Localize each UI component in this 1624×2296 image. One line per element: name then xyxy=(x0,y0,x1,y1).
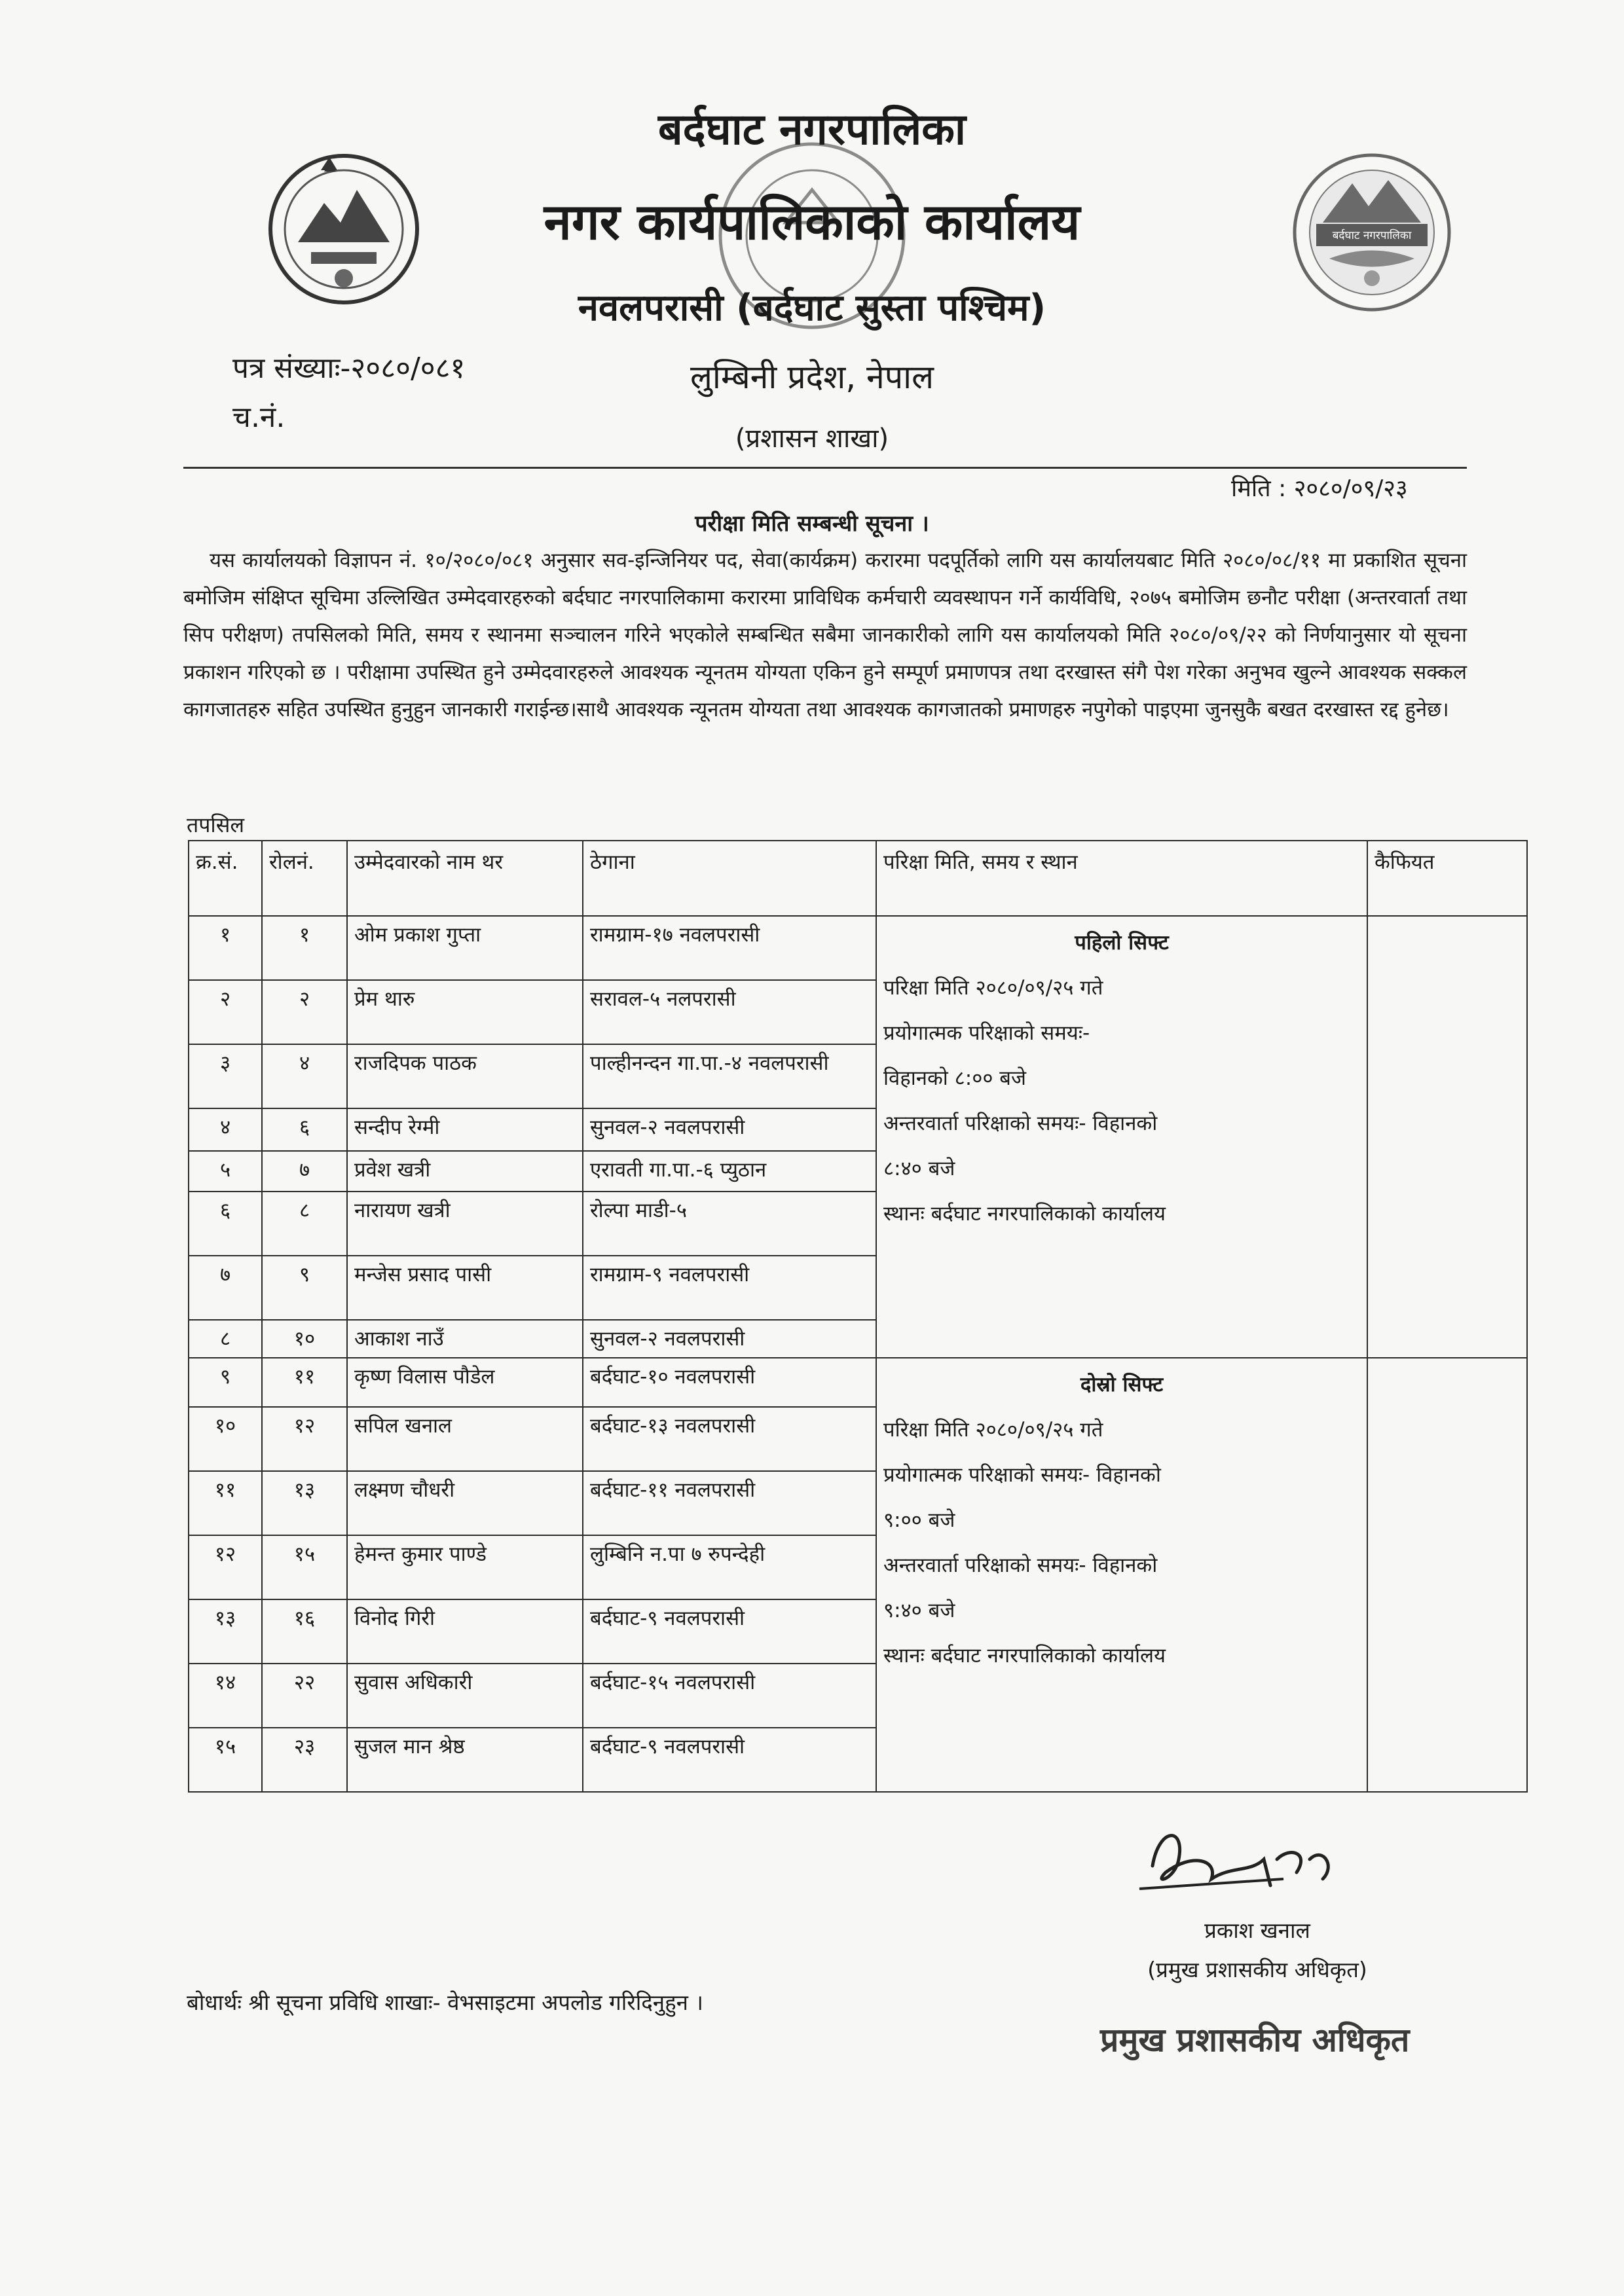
cell-name: विनोद गिरी xyxy=(347,1599,583,1664)
cell-roll: १२ xyxy=(262,1407,347,1471)
municipality-name: बर्दघाट नगरपालिका xyxy=(657,104,967,155)
remarks-cell-2 xyxy=(1367,1358,1527,1792)
cell-roll: ११ xyxy=(262,1358,347,1407)
cell-address: सुनवल-२ नवलपरासी xyxy=(583,1320,876,1358)
cell-address: बर्दघाट-११ नवलपरासी xyxy=(583,1471,876,1535)
header-serial: क्र.सं. xyxy=(189,841,262,916)
cell-address: बर्दघाट-१० नवलपरासी xyxy=(583,1358,876,1407)
cell-roll: ६ xyxy=(262,1108,347,1151)
cell-address: पाल्हीनन्दन गा.पा.-४ नवलपरासी xyxy=(583,1044,876,1108)
cell-serial: १० xyxy=(189,1407,262,1471)
cell-name: प्रेम थारु xyxy=(347,980,583,1044)
shift-2-venue: स्थानः बर्दघाट नगरपालिकाको कार्यालय xyxy=(883,1644,1166,1667)
notice-title: परीक्षा मिति सम्बन्धी सूचना । xyxy=(695,511,929,537)
schedule-label: तपसिल xyxy=(187,812,245,837)
cell-address: सुनवल-२ नवलपरासी xyxy=(583,1108,876,1151)
cell-roll: १ xyxy=(262,916,347,980)
shift-2-date: परिक्षा मिति २०८०/०९/२५ गते xyxy=(883,1418,1103,1442)
cell-name: नारायण खत्री xyxy=(347,1192,583,1256)
shift-1-practical-label: प्रयोगात्मक परिक्षाको समयः- xyxy=(883,1021,1090,1045)
cell-name: सपिल खनाल xyxy=(347,1407,583,1471)
cc-note: बोधार्थः श्री सूचना प्रविधि शाखाः- वेभसाइटमा अपलोड गरिदिनुहुन । xyxy=(187,1990,703,2015)
shift-1-title: पहिलो सिफ्ट xyxy=(1075,931,1169,955)
dispatch-number: च.नं. xyxy=(232,401,286,434)
shift-1-venue: स्थानः बर्दघाट नगरपालिकाको कार्यालय xyxy=(883,1202,1166,1226)
shift-1-interview: अन्तरवार्ता परिक्षाको समयः- विहानको xyxy=(883,1112,1158,1135)
cell-roll: १५ xyxy=(262,1535,347,1599)
shift-2-interview: अन्तरवार्ता परिक्षाको समयः- विहानको xyxy=(883,1554,1158,1577)
header-roll: रोलनं. xyxy=(262,841,347,916)
cell-roll: २३ xyxy=(262,1728,347,1792)
letter-number: पत्र संख्याः-२०८०/०८१ xyxy=(232,352,466,385)
cell-serial: ९ xyxy=(189,1358,262,1407)
designation-stamp: प्रमुख प्रशासकीय अधिकृत xyxy=(1100,2021,1410,2059)
header-divider xyxy=(183,467,1467,469)
cell-serial: २ xyxy=(189,980,262,1044)
shift-2-practical-time: ९:०० बजे xyxy=(883,1508,955,1532)
header-address: ठेगाना xyxy=(583,841,876,916)
notice-body: यस कार्यालयको विज्ञापन नं. १०/२०८०/०८१ अनुसार सव-इन्जिनियर पद, सेवा(कार्यक्रम) करारमा पदपूर्तिको लागि यस कार्यालयबाट मिति २०८०/०८/११ मा प्रकाशित सूचना बमोजिम संक्षिप्त सूचिमा उल्लिखित उम्मेदवारहरुको बर्दघाट नगरपालिकामा करारमा प्राविधिक कर्मचारी व्यवस्थापन गर्ने कार्यविधि, २०७५ बमोजिम छनौट परीक्षा (अन्तरवार्ता तथा सिप परीक्षण) तपसिलको मिति, समय र स्थानमा सञ्चालन गरिने भएकोले सम्बन्धित सबैमा जानकारीको लागि यस कार्यालयको मिति २०८०/०९/२२ को निर्णयानुसार यो सूचना प्रकाशन गरिएको छ । परीक्षामा उपस्थित हुने उम्मेदवारहरुले आवश्यक न्यूनतम योग्यता एकिन हुने सम्पूर्ण प्रमाणपत्र तथा दरखास्त संगै पेश गरेका अनुभव खुल्ने आवश्यक सक्कल कागजातहरु सहित उपस्थित हुनुहुन जानकारी गराईन्छ।साथै आवश्यक न्यूनतम योग्यता तथा आवश्यक कागजातको प्रमाणहरु नपुगेको पाइएमा जुनसुकै बखत दरखास्त रद्द हुनेछ। xyxy=(183,549,1467,721)
cell-serial: ३ xyxy=(189,1044,262,1108)
cell-serial: ६ xyxy=(189,1192,262,1256)
cell-name: लक्ष्मण चौधरी xyxy=(347,1471,583,1535)
header-exam: परिक्षा मिति, समय र स्थान xyxy=(876,841,1367,916)
cell-roll: १० xyxy=(262,1320,347,1358)
cell-serial: ८ xyxy=(189,1320,262,1358)
cell-serial: १४ xyxy=(189,1664,262,1728)
shift-1-interview-time: ८:४० बजे xyxy=(883,1157,955,1180)
cell-address: बर्दघाट-१३ नवलपरासी xyxy=(583,1407,876,1471)
cell-serial: १२ xyxy=(189,1535,262,1599)
cell-address: रामग्राम-९ नवलपरासी xyxy=(583,1256,876,1320)
cell-serial: ५ xyxy=(189,1151,262,1192)
cell-serial: १३ xyxy=(189,1599,262,1664)
logo-text: बर्दघाट नगरपालिका xyxy=(1332,229,1412,242)
cell-address: रोल्पा माडी-५ xyxy=(583,1192,876,1256)
cell-address: बर्दघाट-९ नवलपरासी xyxy=(583,1728,876,1792)
cell-name: आकाश नाउँ xyxy=(347,1320,583,1358)
cell-serial: १ xyxy=(189,916,262,980)
cell-name: सन्दीप रेग्मी xyxy=(347,1108,583,1151)
office-name: नगर कार्यपालिकाको कार्यालय xyxy=(544,192,1080,251)
cell-name: सुजल मान श्रेष्ठ xyxy=(347,1728,583,1792)
shift-2-interview-time: ९:४० बजे xyxy=(883,1599,955,1622)
cell-name: हेमन्त कुमार पाण्डे xyxy=(347,1535,583,1599)
shift-2-title: दोस्रो सिफ्ट xyxy=(1080,1373,1164,1396)
cell-name: ओम प्रकाश गुप्ता xyxy=(347,916,583,980)
cell-roll: २ xyxy=(262,980,347,1044)
cell-roll: ९ xyxy=(262,1256,347,1320)
cell-address: एरावती गा.पा.-६ प्युठान xyxy=(583,1151,876,1192)
cell-roll: ८ xyxy=(262,1192,347,1256)
cell-serial: ११ xyxy=(189,1471,262,1535)
notice-date: मिति : २०८०/०९/२३ xyxy=(1231,475,1408,502)
shift-2-practical-label: प्रयोगात्मक परिक्षाको समयः- विहानको xyxy=(883,1463,1161,1487)
remarks-cell-1 xyxy=(1367,916,1527,1358)
signatory-name: प्रकाश खनाल xyxy=(1204,1918,1310,1943)
schedule-table xyxy=(188,840,1528,1793)
header-remarks: कैफियत xyxy=(1367,841,1527,916)
cell-serial: १५ xyxy=(189,1728,262,1792)
header-name: उम्मेदवारको नाम थर xyxy=(347,841,583,916)
cell-roll: ७ xyxy=(262,1151,347,1192)
table-header-row xyxy=(189,841,1527,916)
district-name: नवलपरासी (बर्दघाट सुस्ता पश्चिम) xyxy=(578,287,1046,329)
cell-roll: ४ xyxy=(262,1044,347,1108)
shift-1-date: परिक्षा मिति २०८०/०९/२५ गते xyxy=(883,976,1103,1000)
cell-address: बर्दघाट-१५ नवलपरासी xyxy=(583,1664,876,1728)
cell-address: बर्दघाट-९ नवलपरासी xyxy=(583,1599,876,1664)
cell-address: रामग्राम-१७ नवलपरासी xyxy=(583,916,876,980)
handwritten-signature xyxy=(1113,1813,1349,1914)
cell-address: सरावल-५ नलपरासी xyxy=(583,980,876,1044)
cell-name: मन्जेस प्रसाद पासी xyxy=(347,1256,583,1320)
cell-name: राजदिपक पाठक xyxy=(347,1044,583,1108)
branch-name: (प्रशासन शाखा) xyxy=(735,424,889,454)
shift-1-cell xyxy=(876,916,1367,1358)
cell-roll: १६ xyxy=(262,1599,347,1664)
cell-serial: ७ xyxy=(189,1256,262,1320)
cell-roll: १३ xyxy=(262,1471,347,1535)
cell-serial: ४ xyxy=(189,1108,262,1151)
table-row xyxy=(189,916,1527,980)
cell-name: प्रवेश खत्री xyxy=(347,1151,583,1192)
province-name: लुम्बिनी प्रदेश, नेपाल xyxy=(690,358,934,396)
signatory-title: (प्रमुख प्रशासकीय अधिकृत) xyxy=(1147,1957,1367,1982)
cell-name: सुवास अधिकारी xyxy=(347,1664,583,1728)
cell-name: कृष्ण विलास पौडेल xyxy=(347,1358,583,1407)
cell-address: लुम्बिनि न.पा ७ रुपन्देही xyxy=(583,1535,876,1599)
table-row xyxy=(189,1358,1527,1407)
shift-2-cell xyxy=(876,1358,1367,1792)
cell-roll: २२ xyxy=(262,1664,347,1728)
shift-1-practical-time: विहानको ८:०० बजे xyxy=(883,1066,1027,1090)
